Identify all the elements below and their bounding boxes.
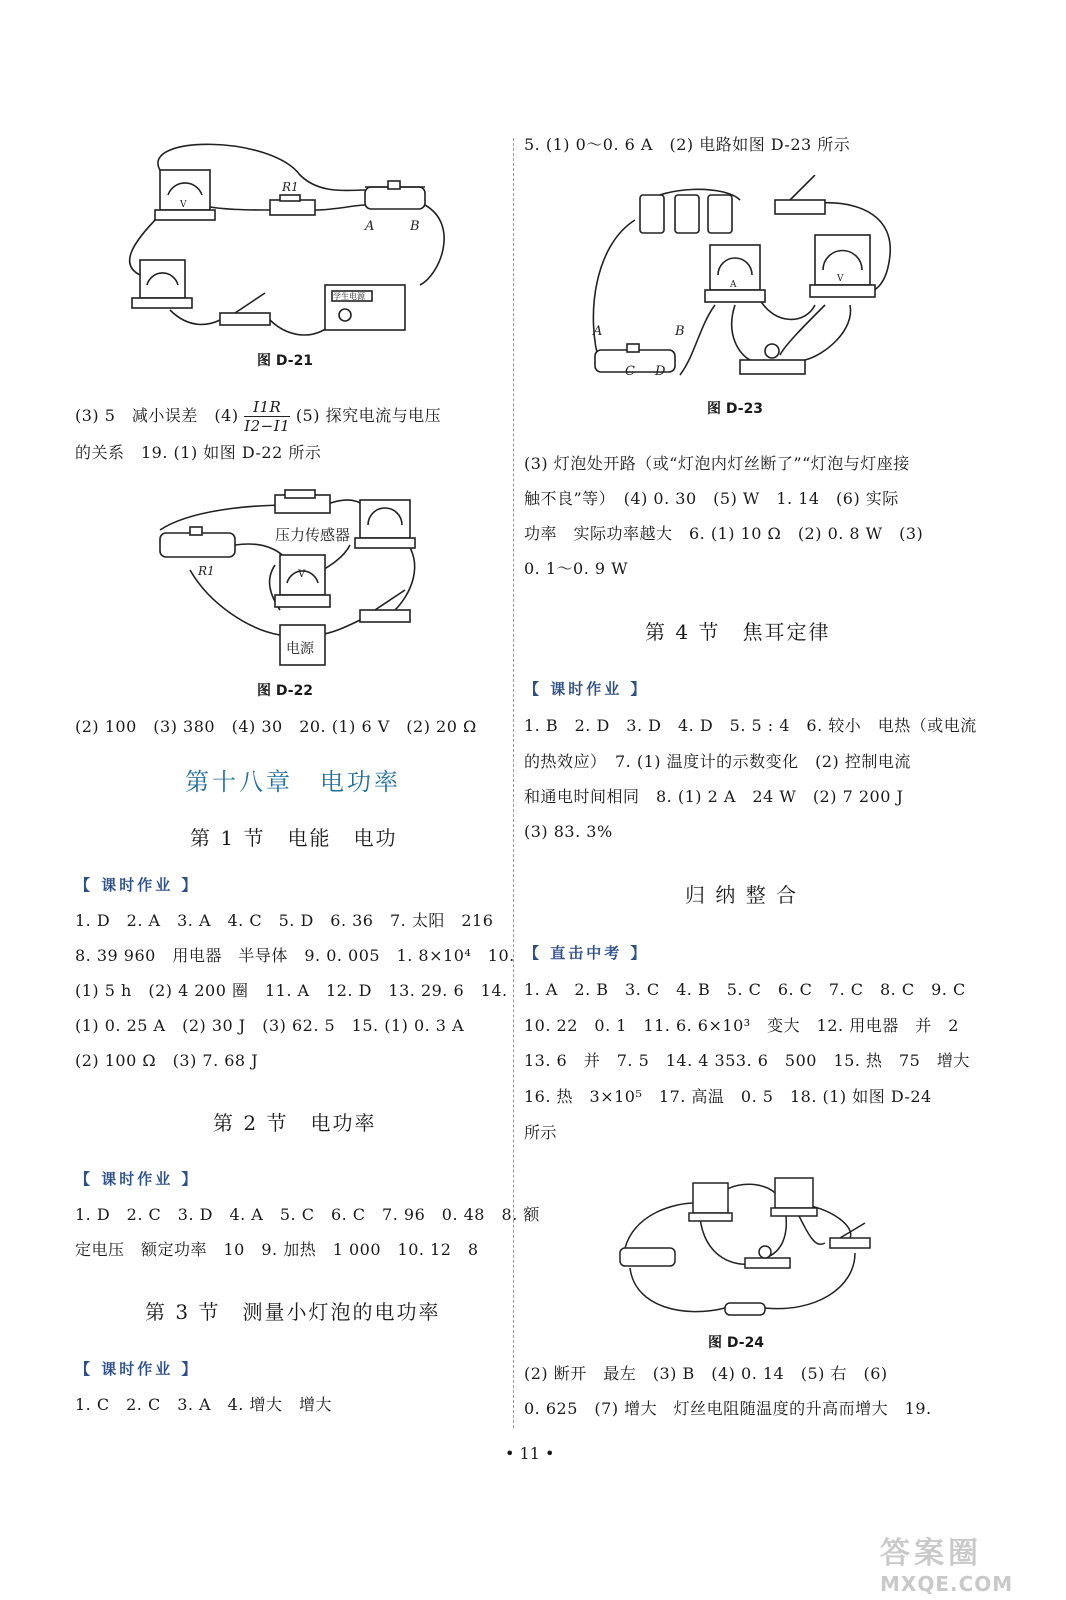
section-4-line: 的热效应） 7. (1) 温度计的示数变化 (2) 控制电流 <box>524 752 911 771</box>
section-4-line: 1. B 2. D 3. D 4. D 5. 5 : 4 6. 较小 电热（或电流 <box>524 716 977 735</box>
line-a-pre: (3) 5 减小误差 (4) <box>75 406 239 425</box>
section-1-line: (1) 0. 25 A (2) 30 J (3) 62. 5 15. (1) 0. 3 A <box>75 1016 465 1035</box>
section-4-line: 和通电时间相同 8. (1) 2 A 24 W (2) 7 200 J <box>524 787 904 806</box>
section-2-line: 1. D 2. C 3. D 4. A 5. C 6. C 7. 96 0. 48 8. 额 <box>75 1205 540 1224</box>
summary-title: 归 纳 整 合 <box>685 883 799 907</box>
figure-d21 <box>120 135 450 345</box>
section-2-tag: 【 课时作业 】 <box>75 1170 200 1188</box>
section-3-tag: 【 课时作业 】 <box>75 1360 200 1378</box>
answer-line-d21-b: 的关系 19. (1) 如图 D-22 所示 <box>75 443 322 462</box>
d22-r1-label: R1 <box>198 564 215 578</box>
answer-line-d23: 功率 实际功率越大 6. (1) 10 Ω (2) 0. 8 W (3) <box>524 524 924 543</box>
figure-d24 <box>615 1168 875 1328</box>
answer-line-d23: (3) 灯泡处开路（或“灯泡内灯丝断了”“灯泡与灯座接 <box>524 454 910 473</box>
d22-power-label: 电源 <box>286 641 314 657</box>
chapter-title: 第十八章 电功率 <box>185 768 401 796</box>
answer-line-5: 5. (1) 0～0. 6 A (2) 电路如图 D-23 所示 <box>524 135 851 154</box>
d22-v-label: V <box>298 569 306 580</box>
d22-sensor-label: 压力传感器 <box>275 526 351 544</box>
figure-d21-caption: 图 D-21 <box>257 353 314 369</box>
answer-line-d22: (2) 100 (3) 380 (4) 30 20. (1) 6 V (2) 20 Ω <box>75 717 477 736</box>
summary-line: 13. 6 并 7. 5 14. 4 353. 6 500 15. 热 75 增大 <box>524 1051 970 1070</box>
section-1-line: (2) 100 Ω (3) 7. 68 J <box>75 1051 259 1070</box>
watermark-logo <box>880 1528 1050 1594</box>
answer-line-d23: 0. 1～0. 9 W <box>524 559 629 578</box>
section-1-title: 第 1 节 电能 电功 <box>190 826 398 850</box>
answer-line-d23: 触不良”等） (4) 0. 30 (5) W 1. 14 (6) 实际 <box>524 489 899 508</box>
watermark-bottom: MXQE.COM <box>880 1572 1014 1596</box>
summary-line: 16. 热 3×10⁵ 17. 高温 0. 5 18. (1) 如图 D-24 <box>524 1087 932 1106</box>
figure-d24-caption: 图 D-24 <box>708 1335 765 1351</box>
section-3-title: 第 3 节 测量小灯泡的电功率 <box>145 1300 441 1324</box>
d23-voltmeter-label: V <box>837 274 844 284</box>
section-1-line: 1. D 2. A 3. A 4. C 5. D 6. 36 7. 太阳 216 <box>75 911 494 930</box>
answer-line-d21-a <box>75 396 441 436</box>
d21-a-label: A <box>365 219 375 234</box>
d23-b-label: B <box>675 324 685 339</box>
d21-r1-label: R1 <box>282 180 299 194</box>
d21-b-label: B <box>410 219 420 234</box>
figure-d23-caption: 图 D-23 <box>707 401 764 417</box>
figure-d23 <box>575 175 905 390</box>
answer-line-d24: 0. 625 (7) 增大 灯丝电阻随温度的升高而增大 19. <box>524 1399 932 1418</box>
summary-line: 1. A 2. B 3. C 4. B 5. C 6. C 7. C 8. C 9. C <box>524 980 966 999</box>
section-2-title: 第 2 节 电功率 <box>213 1111 377 1135</box>
column-divider <box>513 138 514 1428</box>
section-1-line: 8. 39 960 用电器 半导体 9. 0. 005 1. 8×10⁴ 10. <box>75 946 515 965</box>
figure-d22 <box>150 485 440 675</box>
page-number: • 11 • <box>505 1444 555 1463</box>
d23-a-label: A <box>593 324 603 339</box>
section-4-line: (3) 83. 3% <box>524 822 613 841</box>
d23-d-label: D <box>655 364 666 379</box>
d23-ammeter-label: A <box>730 280 737 290</box>
summary-line: 所示 <box>524 1123 558 1142</box>
summary-tag: 【 直击中考 】 <box>524 944 649 962</box>
fraction-formula <box>244 398 290 435</box>
d23-c-label: C <box>625 364 635 379</box>
section-1-line: (1) 5 h (2) 4 200 圈 11. A 12. D 13. 29. 6 14. <box>75 981 508 1000</box>
summary-line: 10. 22 0. 1 11. 6. 6×10³ 变大 12. 用电器 并 2 <box>524 1016 959 1035</box>
section-3-line: 1. C 2. C 3. A 4. 增大 增大 <box>75 1395 332 1414</box>
fraction-denominator: I2−I1 <box>244 417 291 435</box>
line-a-post: (5) 探究电流与电压 <box>295 406 442 425</box>
section-1-tag: 【 课时作业 】 <box>75 876 200 894</box>
fraction-numerator: I1R <box>244 398 290 417</box>
figure-d22-caption: 图 D-22 <box>257 683 314 699</box>
watermark-top: 答案圈 <box>880 1536 982 1571</box>
d21-v-label: V <box>180 200 187 210</box>
d21-power-label: 学生电源 <box>333 292 365 301</box>
section-2-line: 定电压 额定功率 10 9. 加热 1 000 10. 12 8 <box>75 1240 479 1259</box>
section-4-tag: 【 课时作业 】 <box>524 680 649 698</box>
answer-line-d24: (2) 断开 最左 (3) B (4) 0. 14 (5) 右 (6) <box>524 1364 888 1383</box>
section-4-title: 第 4 节 焦耳定律 <box>645 620 831 644</box>
